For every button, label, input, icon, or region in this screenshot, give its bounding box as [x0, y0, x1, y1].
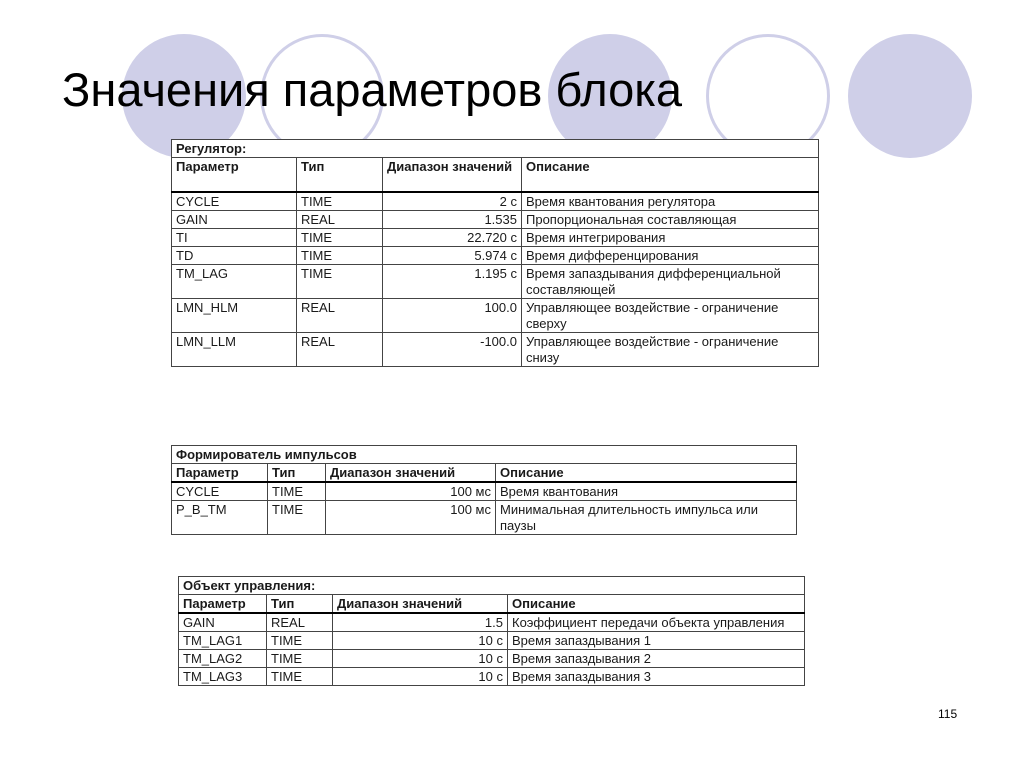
regulator-table — [171, 139, 819, 367]
range-cell: 100.0 — [383, 299, 522, 333]
type-cell: TIME — [268, 482, 326, 501]
column-header-type: Тип — [267, 595, 333, 614]
parameter-cell: CYCLE — [172, 192, 297, 211]
column-header-range: Диапазон значений — [333, 595, 508, 614]
column-header-range: Диапазон значений — [326, 464, 496, 483]
type-cell: TIME — [297, 247, 383, 265]
parameter-cell: LMN_LLM — [172, 333, 297, 367]
parameter-cell: TM_LAG — [172, 265, 297, 299]
parameter-cell: GAIN — [179, 613, 267, 632]
table-row — [179, 632, 805, 650]
type-cell: REAL — [297, 211, 383, 229]
range-cell: 10 с — [333, 668, 508, 686]
description-cell: Время запаздывания 3 — [508, 668, 805, 686]
column-header-description: Описание — [522, 158, 819, 193]
range-cell: 1.5 — [333, 613, 508, 632]
range-cell: 10 с — [333, 632, 508, 650]
column-header-range: Диапазон значений — [383, 158, 522, 193]
pulse-former-table-caption: Формирователь импульсов — [172, 446, 797, 464]
type-cell: TIME — [268, 501, 326, 535]
type-cell: TIME — [297, 265, 383, 299]
table-row — [172, 482, 797, 501]
description-cell: Время запаздывания дифференциальной составляющей — [522, 265, 819, 299]
parameter-cell: TM_LAG1 — [179, 632, 267, 650]
description-cell: Время дифференцирования — [522, 247, 819, 265]
slide-title: Значения параметров блока — [62, 63, 683, 116]
table-row — [172, 501, 797, 535]
description-cell: Время запаздывания 1 — [508, 632, 805, 650]
parameter-cell: CYCLE — [172, 482, 268, 501]
table-row — [179, 668, 805, 686]
table-row — [172, 333, 819, 367]
table-row — [179, 613, 805, 632]
range-cell: 1.195 с — [383, 265, 522, 299]
range-cell: 1.535 — [383, 211, 522, 229]
type-cell: TIME — [297, 229, 383, 247]
description-cell: Коэффициент передачи объекта управления — [508, 613, 805, 632]
pulse-former-table — [171, 445, 797, 535]
range-cell: 22.720 с — [383, 229, 522, 247]
parameter-cell: TM_LAG2 — [179, 650, 267, 668]
description-cell: Время запаздывания 2 — [508, 650, 805, 668]
table-row — [172, 299, 819, 333]
range-cell: 100 мс — [326, 482, 496, 501]
parameter-cell: TD — [172, 247, 297, 265]
type-cell: REAL — [267, 613, 333, 632]
range-cell: 10 с — [333, 650, 508, 668]
type-cell: TIME — [267, 650, 333, 668]
column-header-parameter: Параметр — [179, 595, 267, 614]
table-row — [172, 229, 819, 247]
type-cell: REAL — [297, 299, 383, 333]
parameter-cell: LMN_HLM — [172, 299, 297, 333]
decor-circle-5 — [848, 34, 972, 158]
column-header-parameter: Параметр — [172, 464, 268, 483]
column-header-type: Тип — [268, 464, 326, 483]
description-cell: Время интегрирования — [522, 229, 819, 247]
description-cell: Управляющее воздействие - ограничение сверху — [522, 299, 819, 333]
description-cell: Время квантования — [496, 482, 797, 501]
page-number: 115 — [938, 707, 958, 721]
range-cell: 100 мс — [326, 501, 496, 535]
parameter-cell: GAIN — [172, 211, 297, 229]
range-cell: 5.974 с — [383, 247, 522, 265]
regulator-table-caption: Регулятор: — [172, 140, 819, 158]
table-row — [172, 247, 819, 265]
description-cell: Пропорциональная составляющая — [522, 211, 819, 229]
table-row — [172, 265, 819, 299]
column-header-type: Тип — [297, 158, 383, 193]
parameter-cell: TI — [172, 229, 297, 247]
column-header-description: Описание — [508, 595, 805, 614]
table-row — [179, 650, 805, 668]
description-cell: Время квантования регулятора — [522, 192, 819, 211]
type-cell: REAL — [297, 333, 383, 367]
column-header-description: Описание — [496, 464, 797, 483]
description-cell: Управляющее воздействие - ограничение снизу — [522, 333, 819, 367]
table-row — [172, 192, 819, 211]
column-header-parameter: Параметр — [172, 158, 297, 193]
type-cell: TIME — [297, 192, 383, 211]
table-row — [172, 211, 819, 229]
parameter-cell: TM_LAG3 — [179, 668, 267, 686]
type-cell: TIME — [267, 668, 333, 686]
range-cell: 2 с — [383, 192, 522, 211]
control-object-table — [178, 576, 805, 686]
description-cell: Минимальная длительность импульса или паузы — [496, 501, 797, 535]
parameter-cell: P_B_TM — [172, 501, 268, 535]
control-object-table-caption: Объект управления: — [179, 577, 805, 595]
type-cell: TIME — [267, 632, 333, 650]
range-cell: -100.0 — [383, 333, 522, 367]
